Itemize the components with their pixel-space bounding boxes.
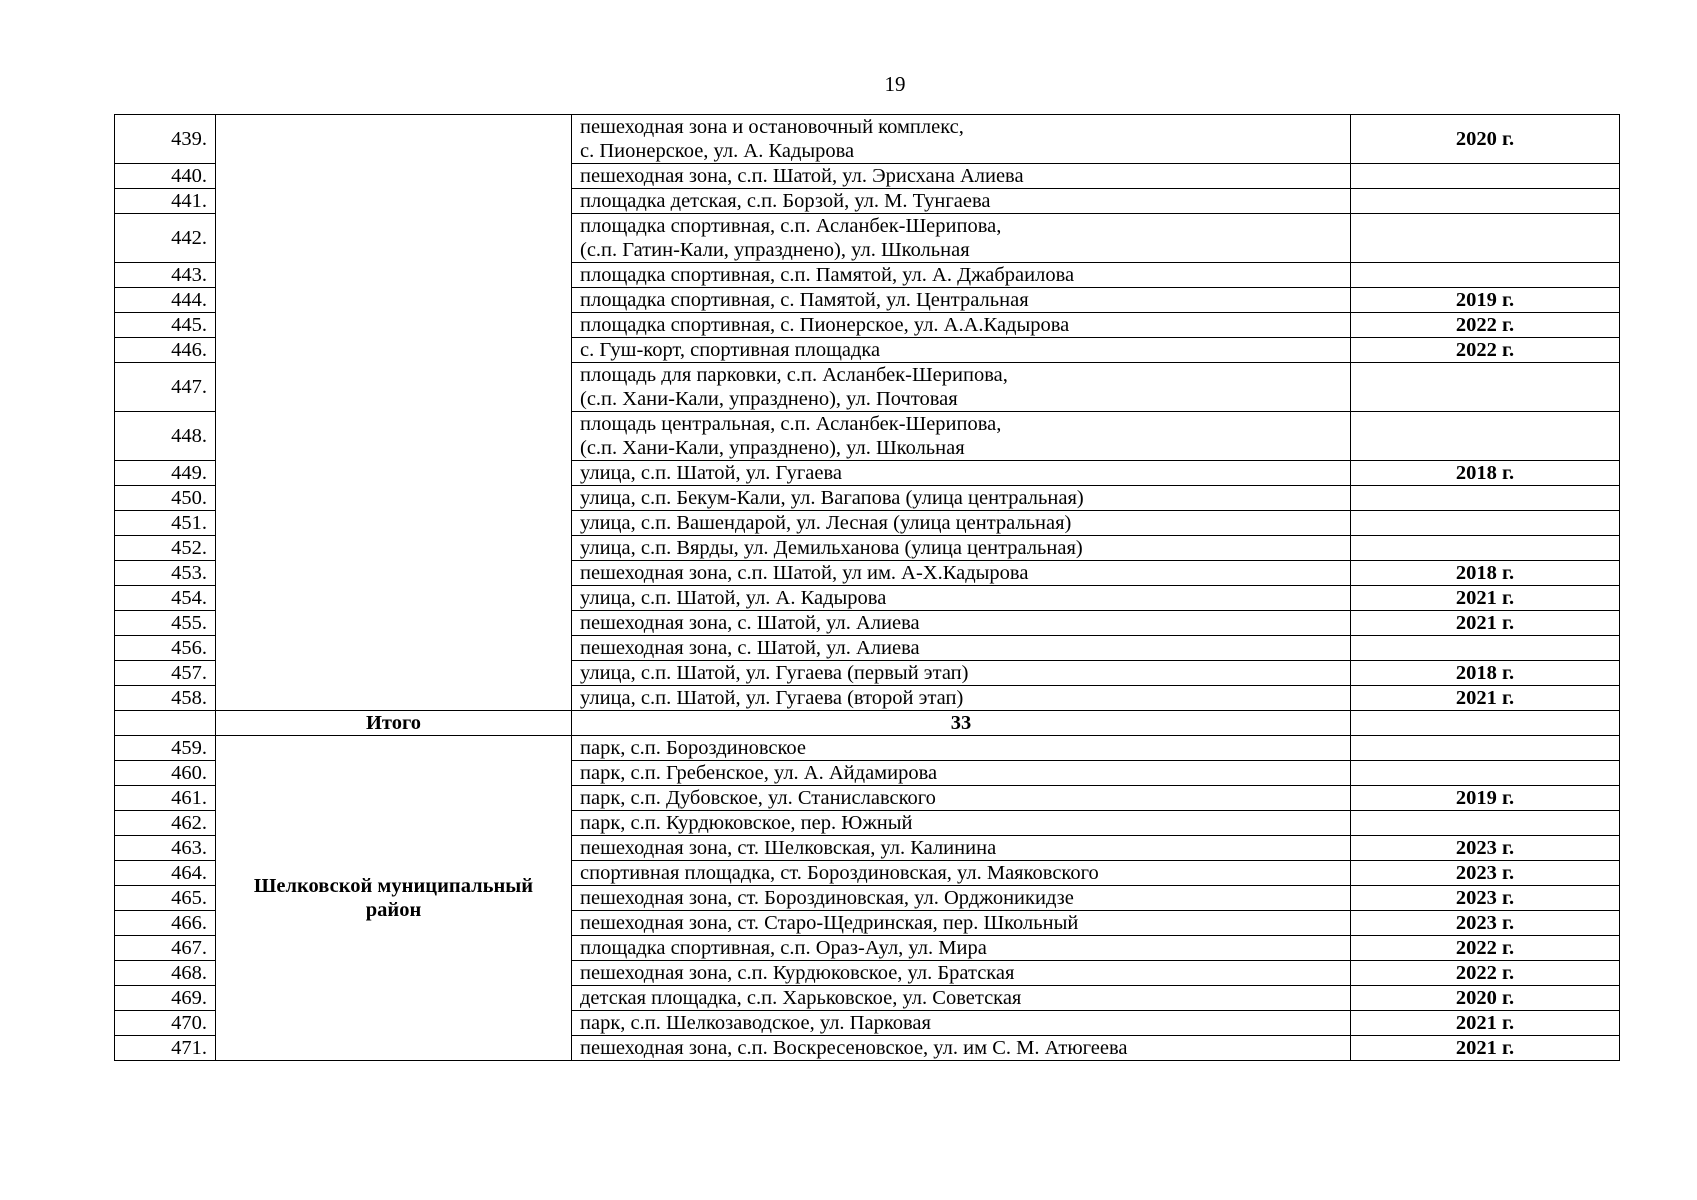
object-text-line: пешеходная зона, ст. Бороздиновская, ул. Орджоникидзе bbox=[580, 887, 1074, 909]
year-cell bbox=[1351, 636, 1620, 661]
table-row bbox=[115, 736, 1620, 761]
object-text-line: пешеходная зона, ст. Старо-Щедринская, пер. Школьный bbox=[580, 912, 1079, 934]
object-text-line: парк, с.п. Бороздиновское bbox=[580, 737, 807, 759]
object-cell bbox=[572, 586, 1351, 611]
row-number: 466. bbox=[115, 911, 216, 936]
object-cell bbox=[572, 511, 1351, 536]
object-cell bbox=[572, 1036, 1351, 1061]
row-number: 464. bbox=[115, 861, 216, 886]
object-cell bbox=[572, 561, 1351, 586]
year-cell: 2021 г. bbox=[1351, 586, 1620, 611]
row-number: 456. bbox=[115, 636, 216, 661]
district-name-line: Шелковской муниципальный bbox=[253, 875, 534, 897]
object-cell bbox=[572, 786, 1351, 811]
object-cell bbox=[572, 736, 1351, 761]
object-text-line: улица, с.п. Шатой, ул. А. Кадырова bbox=[580, 587, 887, 609]
object-cell bbox=[572, 486, 1351, 511]
row-number: 468. bbox=[115, 961, 216, 986]
year-cell bbox=[1351, 263, 1620, 288]
row-number: 462. bbox=[115, 811, 216, 836]
year-cell bbox=[1351, 412, 1620, 461]
object-text-line: улица, с.п. Шатой, ул. Гугаева (второй этап) bbox=[580, 687, 964, 709]
year-cell: 2023 г. bbox=[1351, 836, 1620, 861]
object-cell bbox=[572, 961, 1351, 986]
total-year-empty bbox=[1351, 711, 1620, 736]
object-text-line: площадка спортивная, с. Пионерское, ул. А.А.Кадырова bbox=[580, 314, 1070, 336]
object-cell bbox=[572, 811, 1351, 836]
object-text-line: улица, с.п. Шатой, ул. Гугаева bbox=[580, 462, 842, 484]
object-cell bbox=[572, 661, 1351, 686]
object-cell bbox=[572, 886, 1351, 911]
total-number-empty bbox=[115, 711, 216, 736]
object-cell bbox=[572, 536, 1351, 561]
object-cell bbox=[572, 761, 1351, 786]
row-number: 444. bbox=[115, 288, 216, 313]
object-cell bbox=[572, 936, 1351, 961]
object-text-line: пешеходная зона, с. Шатой, ул. Алиева bbox=[580, 637, 920, 659]
row-number: 442. bbox=[115, 214, 216, 263]
object-text-line: спортивная площадка, ст. Бороздиновская, ул. Маяковского bbox=[580, 862, 1099, 884]
object-text-line: площадка спортивная, с.п. Асланбек-Шерипова, bbox=[580, 215, 1002, 237]
row-number: 443. bbox=[115, 263, 216, 288]
object-cell bbox=[572, 313, 1351, 338]
object-cell bbox=[572, 861, 1351, 886]
object-cell bbox=[572, 189, 1351, 214]
year-cell: 2022 г. bbox=[1351, 961, 1620, 986]
year-cell: 2018 г. bbox=[1351, 561, 1620, 586]
row-number: 454. bbox=[115, 586, 216, 611]
object-cell bbox=[572, 288, 1351, 313]
object-text-line: (с.п. Хани-Кали, упразднено), ул. Школьная bbox=[580, 437, 965, 459]
object-text-line: с. Пионерское, ул. А. Кадырова bbox=[580, 140, 855, 162]
object-text-line: парк, с.п. Курдюковское, пер. Южный bbox=[580, 812, 913, 834]
row-number: 459. bbox=[115, 736, 216, 761]
year-cell bbox=[1351, 189, 1620, 214]
object-text-line: площадь центральная, с.п. Асланбек-Шерипова, bbox=[580, 413, 1002, 435]
row-number: 470. bbox=[115, 1011, 216, 1036]
row-number: 451. bbox=[115, 511, 216, 536]
year-cell: 2022 г. bbox=[1351, 313, 1620, 338]
year-cell: 2019 г. bbox=[1351, 288, 1620, 313]
table-body bbox=[115, 115, 1620, 1061]
row-number: 449. bbox=[115, 461, 216, 486]
total-value: 33 bbox=[572, 711, 1351, 736]
year-cell bbox=[1351, 736, 1620, 761]
object-cell bbox=[572, 1011, 1351, 1036]
row-number: 457. bbox=[115, 661, 216, 686]
district-name-line: район bbox=[365, 899, 422, 921]
row-number: 448. bbox=[115, 412, 216, 461]
object-cell bbox=[572, 164, 1351, 189]
year-cell: 2021 г. bbox=[1351, 686, 1620, 711]
object-text-line: улица, с.п. Шатой, ул. Гугаева (первый этап) bbox=[580, 662, 969, 684]
object-text-line: парк, с.п. Шелкозаводское, ул. Парковая bbox=[580, 1012, 931, 1034]
year-cell: 2022 г. bbox=[1351, 338, 1620, 363]
object-cell bbox=[572, 338, 1351, 363]
row-number: 453. bbox=[115, 561, 216, 586]
row-number: 439. bbox=[115, 115, 216, 164]
object-text-line: площадка спортивная, с.п. Памятой, ул. А. Джабраилова bbox=[580, 264, 1075, 286]
year-cell: 2018 г. bbox=[1351, 661, 1620, 686]
year-cell: 2019 г. bbox=[1351, 786, 1620, 811]
year-cell bbox=[1351, 486, 1620, 511]
object-text-line: парк, с.п. Дубовское, ул. Станиславского bbox=[580, 787, 936, 809]
object-text-line: площадь для парковки, с.п. Асланбек-Шерипова, bbox=[580, 364, 1008, 386]
district-name-cell bbox=[216, 736, 572, 1061]
object-text-line: площадка спортивная, с. Памятой, ул. Центральная bbox=[580, 289, 1029, 311]
year-cell bbox=[1351, 811, 1620, 836]
row-number: 465. bbox=[115, 886, 216, 911]
object-text-line: пешеходная зона, с.п. Курдюковское, ул. Братская bbox=[580, 962, 1015, 984]
object-cell bbox=[572, 412, 1351, 461]
object-cell bbox=[572, 611, 1351, 636]
object-registry-table bbox=[114, 114, 1620, 1061]
year-cell: 2022 г. bbox=[1351, 936, 1620, 961]
object-text-line: пешеходная зона, с.п. Шатой, ул. Эрисхана Алиева bbox=[580, 165, 1024, 187]
row-number: 447. bbox=[115, 363, 216, 412]
object-text-line: пешеходная зона, ст. Шелковская, ул. Калинина bbox=[580, 837, 997, 859]
year-cell bbox=[1351, 363, 1620, 412]
object-text-line: улица, с.п. Вярды, ул. Демильханова (улица центральная) bbox=[580, 537, 1083, 559]
year-cell bbox=[1351, 511, 1620, 536]
object-cell bbox=[572, 636, 1351, 661]
row-number: 460. bbox=[115, 761, 216, 786]
row-number: 446. bbox=[115, 338, 216, 363]
object-text-line: улица, с.п. Вашендарой, ул. Лесная (улица центральная) bbox=[580, 512, 1072, 534]
object-text-line: с. Гуш-корт, спортивная площадка bbox=[580, 339, 881, 361]
row-number: 467. bbox=[115, 936, 216, 961]
year-cell bbox=[1351, 761, 1620, 786]
object-text-line: пешеходная зона, с. Шатой, ул. Алиева bbox=[580, 612, 920, 634]
district-cell-empty bbox=[216, 115, 572, 711]
row-number: 440. bbox=[115, 164, 216, 189]
object-text-line: площадка детская, с.п. Борзой, ул. М. Тунгаева bbox=[580, 190, 991, 212]
year-cell bbox=[1351, 164, 1620, 189]
object-cell bbox=[572, 115, 1351, 164]
object-cell bbox=[572, 911, 1351, 936]
row-number: 469. bbox=[115, 986, 216, 1011]
page-number: 19 bbox=[884, 72, 906, 96]
object-text-line: улица, с.п. Бекум-Кали, ул. Вагапова (улица центральная) bbox=[580, 487, 1084, 509]
row-number: 458. bbox=[115, 686, 216, 711]
year-cell: 2023 г. bbox=[1351, 861, 1620, 886]
total-label: Итого bbox=[216, 711, 572, 736]
row-number: 471. bbox=[115, 1036, 216, 1061]
object-text-line: детская площадка, с.п. Харьковское, ул. Советская bbox=[580, 987, 1022, 1009]
row-number: 463. bbox=[115, 836, 216, 861]
object-text-line: пешеходная зона, с.п. Воскресеновское, ул. им С. М. Атюгеева bbox=[580, 1037, 1128, 1059]
row-number: 461. bbox=[115, 786, 216, 811]
object-text-line: (с.п. Гатин-Кали, упразднено), ул. Школьная bbox=[580, 239, 970, 261]
object-cell bbox=[572, 686, 1351, 711]
year-cell: 2023 г. bbox=[1351, 886, 1620, 911]
total-row bbox=[115, 711, 1620, 736]
row-number: 450. bbox=[115, 486, 216, 511]
object-cell bbox=[572, 461, 1351, 486]
object-cell bbox=[572, 363, 1351, 412]
year-cell: 2021 г. bbox=[1351, 1011, 1620, 1036]
year-cell: 2020 г. bbox=[1351, 115, 1620, 164]
row-number: 452. bbox=[115, 536, 216, 561]
year-cell: 2023 г. bbox=[1351, 911, 1620, 936]
table-row bbox=[115, 115, 1620, 164]
object-text-line: пешеходная зона и остановочный комплекс, bbox=[580, 116, 964, 138]
object-cell bbox=[572, 836, 1351, 861]
year-cell: 2018 г. bbox=[1351, 461, 1620, 486]
row-number: 441. bbox=[115, 189, 216, 214]
object-cell bbox=[572, 263, 1351, 288]
year-cell bbox=[1351, 536, 1620, 561]
year-cell: 2021 г. bbox=[1351, 611, 1620, 636]
object-text-line: пешеходная зона, с.п. Шатой, ул им. А-Х.Кадырова bbox=[580, 562, 1029, 584]
object-text-line: площадка спортивная, с.п. Ораз-Аул, ул. Мира bbox=[580, 937, 987, 959]
row-number: 455. bbox=[115, 611, 216, 636]
year-cell: 2020 г. bbox=[1351, 986, 1620, 1011]
row-number: 445. bbox=[115, 313, 216, 338]
year-cell bbox=[1351, 214, 1620, 263]
object-text-line: парк, с.п. Гребенское, ул. А. Айдамирова bbox=[580, 762, 938, 784]
year-cell: 2021 г. bbox=[1351, 1036, 1620, 1061]
object-text-line: (с.п. Хани-Кали, упразднено), ул. Почтовая bbox=[580, 388, 958, 410]
object-cell bbox=[572, 214, 1351, 263]
object-cell bbox=[572, 986, 1351, 1011]
